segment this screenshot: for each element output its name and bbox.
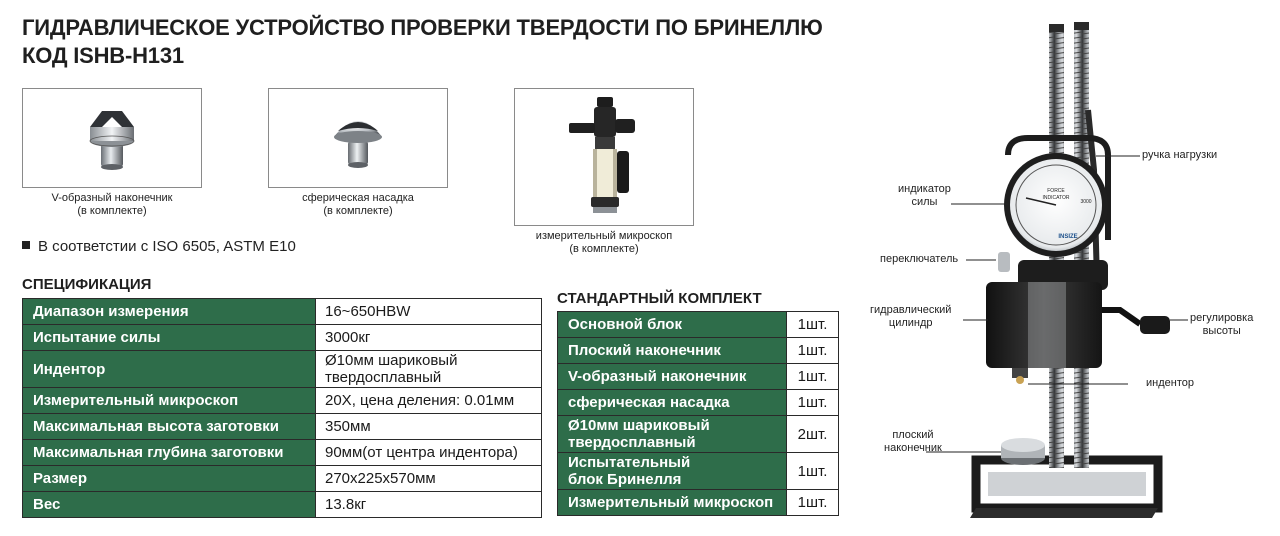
callout-height-adjust	[1190, 312, 1253, 338]
spec-key	[23, 388, 316, 414]
accessory-name: V-образный наконечник	[51, 192, 173, 204]
spec-key-text: Измерительный микроскоп	[33, 392, 239, 409]
kit-row	[558, 453, 839, 490]
spec-value-text: Ø10мм шариковый	[325, 352, 458, 369]
kit-item-text: Основной блок	[568, 316, 682, 333]
spec-row	[23, 299, 542, 325]
spec-key-text: Максимальная высота заготовки	[33, 418, 279, 435]
kit-title: СТАНДАРТНЫЙ КОМПЛЕКТ	[557, 290, 762, 307]
callout-text: регулировка	[1190, 312, 1254, 324]
kit-qty	[787, 390, 839, 416]
hardness-tester-illustration	[858, 20, 1278, 530]
kit-qty	[787, 453, 839, 490]
callout-switch: переключатель	[880, 253, 959, 265]
spec-key-text: Диапазон измерения	[33, 303, 189, 320]
callout-text: плоский	[892, 429, 934, 441]
kit-row	[558, 390, 839, 416]
spec-row	[23, 351, 542, 388]
spec-value	[316, 414, 542, 440]
gauge-max-value: 3000	[1080, 199, 1092, 205]
kit-item-text: Ø10мм шариковый	[568, 417, 710, 434]
gauge-label-2: INDICATOR	[1042, 195, 1070, 201]
bullet-square-icon	[22, 241, 30, 249]
spec-key-text: Индентор	[33, 360, 106, 378]
accessory-image-frame	[22, 88, 202, 188]
callout-force-indicator	[898, 183, 951, 209]
kit-qty-text: 1шт.	[797, 368, 828, 385]
kit-qty-text: 1шт.	[797, 342, 828, 359]
kit-qty	[787, 338, 839, 364]
spec-value	[316, 440, 542, 466]
gauge-brand: INSIZE	[1058, 234, 1078, 240]
spec-key	[23, 466, 316, 492]
spec-row	[23, 388, 542, 414]
kit-item-text: Измерительный микроскоп	[568, 494, 774, 511]
kit-qty-text: 1шт.	[797, 494, 828, 511]
spherical-tip-icon	[318, 103, 398, 173]
kit-item-text-2: блок Бринелля	[568, 471, 682, 488]
accessory-name: сферическая насадка	[302, 192, 414, 204]
accessory-image-frame	[268, 88, 448, 188]
title-line-2: КОД ISHB-H131	[22, 43, 184, 68]
kit-row	[558, 490, 839, 516]
spec-value-text: 16~650HBW	[325, 303, 411, 320]
spec-table	[22, 298, 542, 518]
kit-item	[558, 490, 787, 516]
accessory-spherical-tip	[268, 88, 448, 218]
spec-value-text: 20X, цена деления: 0.01мм	[325, 392, 515, 409]
v-tip-icon	[72, 103, 152, 173]
spec-key-text: Испытание силы	[33, 329, 161, 346]
kit-item-text-2: твердосплавный	[568, 434, 696, 451]
gauge-label: FORCE	[1047, 188, 1065, 194]
spec-value	[316, 325, 542, 351]
kit-row	[558, 312, 839, 338]
spec-key	[23, 414, 316, 440]
spec-value	[316, 492, 542, 518]
spec-key-text: Вес	[33, 496, 61, 513]
callout-hydraulic-cylinder	[870, 304, 951, 330]
kit-item-text: Плоский наконечник	[568, 342, 721, 359]
spec-value-text: 350мм	[325, 418, 371, 435]
spec-key	[23, 351, 316, 388]
accessory-label	[22, 192, 202, 218]
kit-qty-text: 1шт.	[797, 394, 828, 411]
spec-row	[23, 492, 542, 518]
spec-key	[23, 299, 316, 325]
kit-item-text: Испытательный	[568, 454, 691, 471]
title-line-1: ГИДРАВЛИЧЕСКОЕ УСТРОЙСТВО ПРОВЕРКИ ТВЕРДОСТИ ПО БРИНЕЛЛЮ	[22, 15, 823, 40]
kit-qty	[787, 490, 839, 516]
kit-qty	[787, 364, 839, 390]
kit-row	[558, 338, 839, 364]
kit-table	[557, 311, 839, 516]
spec-key	[23, 492, 316, 518]
spec-title: СПЕЦИФИКАЦИЯ	[22, 276, 152, 293]
spec-value-text: 270x225x570мм	[325, 470, 436, 487]
accessory-note: (в комплекте)	[323, 205, 393, 217]
kit-qty-text: 1шт.	[797, 316, 828, 333]
spec-value-text: 13.8кг	[325, 496, 367, 513]
callout-text: индикатор	[898, 183, 951, 195]
callout-text: силы	[911, 196, 938, 208]
callout-text: гидравлический	[870, 304, 952, 316]
spec-key	[23, 440, 316, 466]
kit-row	[558, 364, 839, 390]
kit-item-text: V-образный наконечник	[568, 368, 747, 385]
spec-value-text: 90мм(от центра индентора)	[325, 444, 518, 461]
spec-row	[23, 325, 542, 351]
kit-item	[558, 453, 787, 490]
kit-item	[558, 390, 787, 416]
accessory-v-tip	[22, 88, 202, 218]
kit-item	[558, 312, 787, 338]
standard-note	[22, 238, 296, 255]
kit-qty-text: 2шт.	[797, 425, 828, 443]
kit-qty	[787, 312, 839, 338]
callout-text: наконечник	[884, 442, 942, 454]
kit-item	[558, 416, 787, 453]
spec-row	[23, 414, 542, 440]
spec-row	[23, 466, 542, 492]
microscope-icon	[559, 93, 649, 221]
spec-row	[23, 440, 542, 466]
accessory-label	[514, 230, 694, 256]
standard-text: В соответстии с ISO 6505, ASTM E10	[38, 238, 296, 255]
accessory-image-frame	[514, 88, 694, 226]
spec-value-text-2: твердосплавный	[325, 369, 442, 386]
accessory-label	[268, 192, 448, 218]
kit-item-text: сферическая насадка	[568, 394, 730, 411]
callout-flat-tip	[884, 429, 942, 455]
callout-text: цилиндр	[888, 317, 933, 329]
kit-qty-text: 1шт.	[797, 462, 828, 480]
spec-value-text: 3000кг	[325, 329, 371, 346]
accessory-note: (в комплекте)	[569, 243, 639, 255]
callout-load-handle: ручка нагрузки	[1142, 149, 1218, 161]
callout-indenter: индентор	[1146, 377, 1194, 389]
spec-key-text: Максимальная глубина заготовки	[33, 444, 284, 461]
accessory-microscope	[514, 88, 694, 256]
kit-row	[558, 416, 839, 453]
spec-value	[316, 351, 542, 388]
spec-value	[316, 466, 542, 492]
kit-item	[558, 338, 787, 364]
accessory-name: измерительный микроскоп	[535, 230, 673, 242]
callout-text: высоты	[1202, 325, 1241, 337]
spec-key	[23, 325, 316, 351]
spec-value	[316, 299, 542, 325]
page-title	[22, 14, 823, 70]
accessory-note: (в комплекте)	[77, 205, 147, 217]
kit-qty	[787, 416, 839, 453]
spec-value	[316, 388, 542, 414]
spec-key-text: Размер	[33, 470, 88, 487]
kit-item	[558, 364, 787, 390]
